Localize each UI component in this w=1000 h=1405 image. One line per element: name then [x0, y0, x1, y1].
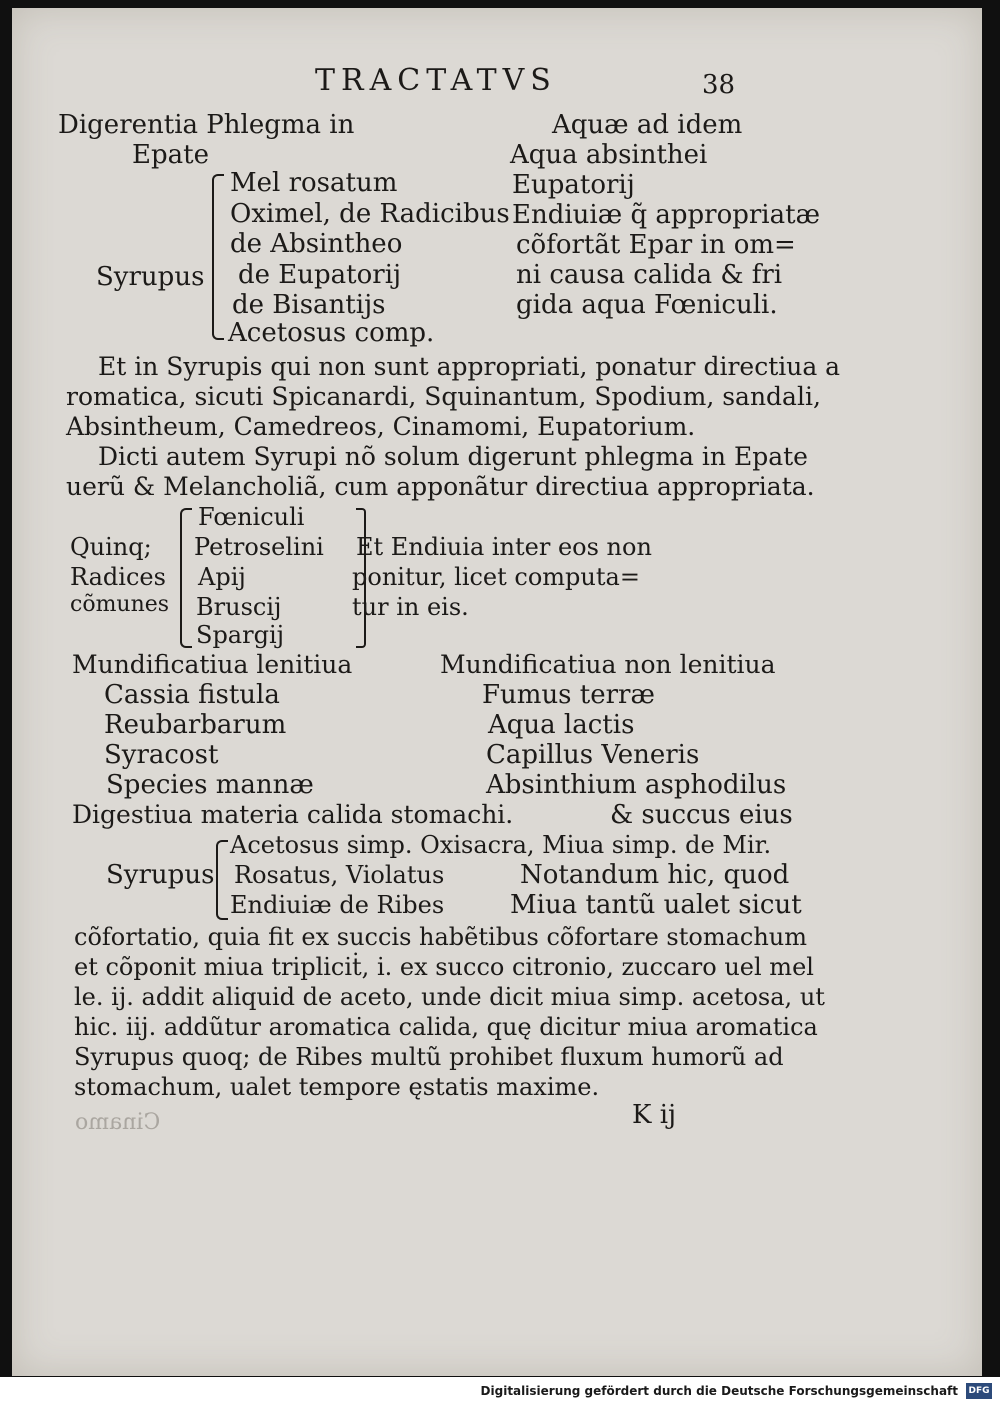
brace: [216, 840, 228, 920]
syrupus-label: Syrupus: [106, 860, 215, 890]
footer-credit: Digitalisierung gefördert durch die Deutsche Forschungsgemeinschaft: [477, 1383, 962, 1399]
list-item: Acetosus comp.: [228, 318, 435, 348]
list-item: Capillus Veneris: [486, 740, 700, 770]
paragraph-line: cõfortatio, quia fit ex succis habẽtibus cõfortare stomachum: [74, 923, 807, 951]
paragraph-line: Et in Syrupis qui non sunt appropriati, ponatur directiua a: [98, 352, 841, 381]
list-item: Cassia fistula: [104, 680, 280, 710]
signature-mark: K ij: [632, 1100, 677, 1130]
running-title: TRACTATVS: [315, 63, 557, 98]
brace: [180, 508, 192, 648]
right-line: Endiuiæ q̃ appropriatæ: [512, 200, 821, 230]
list-item: Spargij: [196, 621, 285, 649]
right-line: gida aqua Fœniculi.: [516, 290, 778, 320]
right-line: Aqua absinthei: [510, 140, 708, 170]
section-heading: Digerentia Phlegma in: [58, 110, 355, 140]
list-item: Apij: [198, 563, 246, 591]
radices-label: Radices: [70, 563, 166, 591]
list-item: & succus eius: [610, 800, 793, 830]
right-heading: Aquæ ad idem: [552, 110, 743, 140]
paragraph-line: Syrupus quoq; de Ribes multũ prohibet fluxum humorũ ad: [74, 1043, 784, 1071]
paragraph-line: le. ij. addit aliquid de aceto, unde dicit miua simp. acetosa, ut: [74, 983, 825, 1011]
list-item: Mel rosatum: [230, 168, 398, 198]
list-item: Endiuiæ de Ribes: [230, 891, 445, 919]
paragraph-line: romatica, sicuti Spicanardi, Squinantum, Spodium, sandali,: [66, 382, 821, 411]
paragraph-line: Absintheum, Camedreos, Cinamomi, Eupatorium.: [66, 412, 696, 441]
list-item: Oximel, de Radicibus: [230, 199, 510, 229]
dfg-logo: DFG: [966, 1383, 992, 1399]
brace: [212, 174, 224, 340]
list-item: Syracost: [104, 740, 219, 770]
right-line: Eupatorij: [512, 170, 635, 200]
list-item: Fumus terræ: [482, 680, 655, 710]
list-item: Petroselini: [194, 533, 324, 561]
page-number: 38: [702, 70, 736, 100]
paragraph-line: stomachum, ualet tempore ęstatis maxime.: [74, 1073, 600, 1101]
radices-note: tur in eis.: [352, 593, 469, 621]
note-line: Miua tantũ ualet sicut: [510, 890, 802, 920]
list-item: de Bisantijs: [232, 290, 386, 320]
paragraph-line: et cõponit miua tripliciṫ, i. ex succo citronio, zuccaro uel mel: [74, 953, 814, 981]
list-item: de Absintheo: [230, 229, 403, 259]
left-heading: Mundificatiua lenitiua: [72, 650, 353, 679]
list-item: Aqua lactis: [488, 710, 635, 740]
list-item: Species mannæ: [106, 770, 314, 800]
list-item: Absinthium asphodilus: [486, 770, 787, 800]
digestiua-heading: Digestiua materia calida stomachi.: [72, 800, 514, 829]
list-item: Reubarbarum: [104, 710, 287, 740]
right-line: cõfortãt Epar in om=: [516, 230, 796, 260]
list-item: Acetosus simp. Oxisacra, Miua simp. de Mir.: [230, 831, 772, 859]
list-item: Rosatus, Violatus: [234, 861, 445, 889]
bleed-through-text: Cinamo: [75, 1110, 161, 1135]
radices-label: Quinq;: [70, 533, 152, 561]
list-item: Bruscij: [196, 593, 282, 621]
radices-label: cõmunes: [70, 592, 170, 617]
paragraph-line: hic. iij. addũtur aromatica calida, quę dicitur miua aromatica: [74, 1013, 818, 1041]
radices-note: Et Endiuia inter eos non: [356, 533, 652, 561]
paragraph-line: uerũ & Melancholiã, cum apponãtur directiua appropriata.: [66, 472, 815, 501]
list-item: de Eupatorij: [238, 260, 402, 290]
radices-note: ponitur, licet computa=: [352, 563, 640, 591]
section-heading-2: Epate: [132, 140, 209, 170]
note-line: Notandum hic, quod: [520, 860, 790, 890]
syrupus-label: Syrupus: [96, 262, 205, 292]
list-item: Fœniculi: [198, 503, 305, 531]
right-line: ni causa calida & fri: [516, 260, 783, 290]
right-heading: Mundificatiua non lenitiua: [440, 650, 776, 679]
paragraph-line: Dicti autem Syrupi nõ solum digerunt phlegma in Epate: [98, 442, 808, 471]
